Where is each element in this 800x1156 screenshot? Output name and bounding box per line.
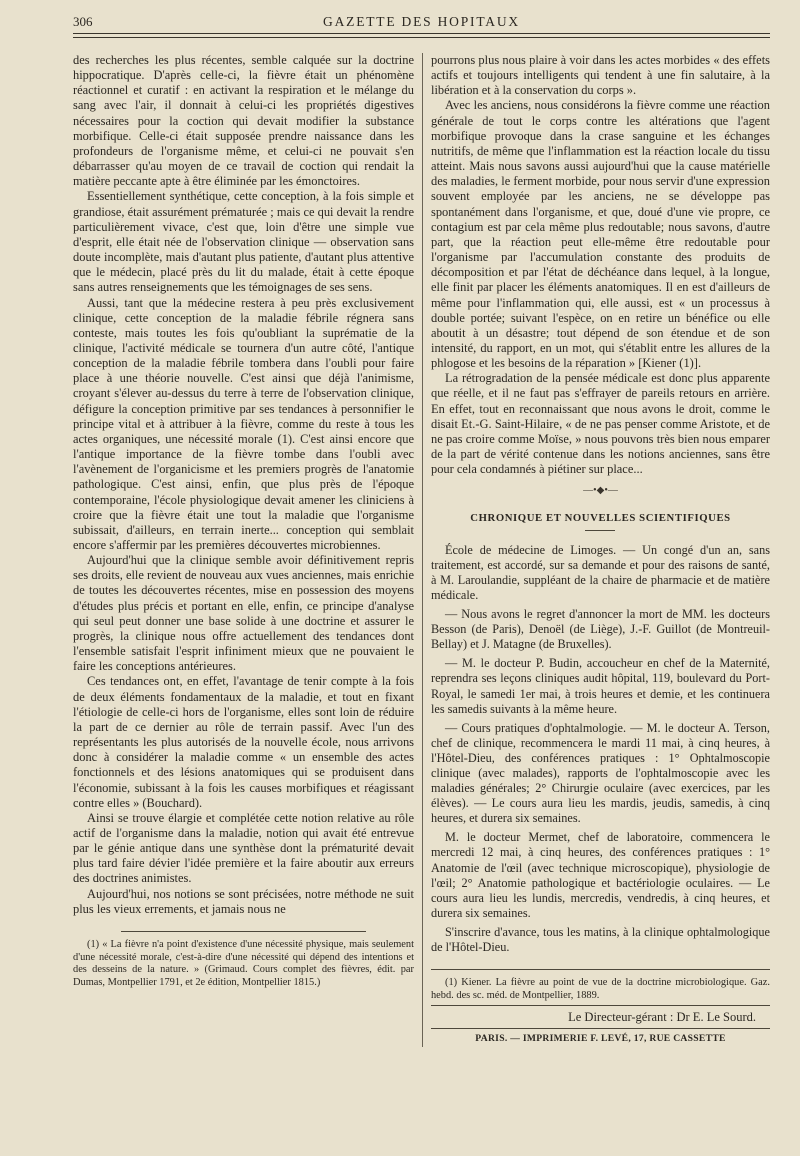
left-column bbox=[73, 53, 414, 1047]
footnote-rule bbox=[431, 969, 770, 970]
news-item: École de médecine de Limoges. — Un congé d'un an, sans traitement, est accordé, sur sa demande et pour des raisons de santé, à M. Laroulandie, suppléant de la chaire de pharmacie et de matière médicale. bbox=[430, 542, 770, 602]
footnote: (1) « La fièvre n'a point d'existence d'une nécessité physique, mais seulement d'une nécessité morale, c'est-à-dire d'une nécessité qui dépend des intentions et des desseins de la nature. » (Grimaud. Cours complet des fièvres, édit. par Dumas, Montpellier 1791, et 2e édition, Montpellier 1815.) bbox=[73, 938, 414, 988]
news-item: S'inscrire d'avance, tous les matins, à la clinique ophtalmologique de l'Hôtel-Dieu. bbox=[430, 924, 770, 955]
section-title: CHRONIQUE ET NOUVELLES SCIENTIFIQUES bbox=[470, 511, 731, 524]
paragraph: Essentiellement synthétique, cette conception, à la fois simple et grandiose, était assurément prématurée ; mais ce qui devait la rendre particulièrement vivace, c'est que, loin d'être une simple vue d'esprit, elle était née de l'observation clinique — observation sans doute incomplète, mais d'autant plus patiente, d'autant plus attentive que le médecin, placé près du lit du malade, était à cette époque sans autres renseignements que les témoignages de ses sens. bbox=[73, 189, 414, 295]
paragraph: des recherches les plus récentes, semble calquée sur la doctrine hippocratique. D'après celle-ci, la fièvre était un phénomène réactionnel et curatif : en activant la respiration et le mélange du sang avec l'air, il donnait à celui-ci les propriétés digestives nécessaires pour la coction qui devait modifier la substance morbifique. Celle-ci était supposée prendre naissance dans les profondeurs de l'organisme même, et celui-ci ne pouvait s'en débarrasser qu'au moyen de ce travail de coction qui rendait la matière peccante apte à être éliminée par les émonctoires. bbox=[73, 53, 414, 189]
paragraph: Avec les anciens, nous considérons la fièvre comme une réaction générale de tout le corps contre les altérations que l'agent morbifique provoque dans la crase sanguine et les échanges nutritifs, de même que l'inflammation est la réaction locale du tissu atteint. Mais nous savons aussi aujourd'hui que la cause matérielle des maladies, le ferment morbide, pour nous servir d'une expression souvent employée par les anciens, ne se développe pas spontanément dans l'organisme, et que, doué d'une vie propre, ce contagium est par cela même plus redoutable; nous savons, d'autre part, que la réaction peut elle-même être redoutable pour l'organisme par l'accumulation constante des produits de décomposition et par l'état de déchéance dans lequel, à la longue, elle finit par placer les éléments anatomiques. Il en est d'ailleurs de même pour l'inflammation qui, elle aussi, est « un processus à double portée; suivant l'espèce, on en retire un bénéfice ou elle aboutit à un désastre; tout dépend de son étendue et de son intensité, du rapport, en un mot, qui s'établit entre les allures de la phlogose et les besoins de la réparation » [Kiener (1)]. bbox=[430, 98, 770, 371]
right-column bbox=[431, 53, 770, 1047]
page-header bbox=[73, 0, 770, 36]
footnote: (1) Kiener. La fièvre au point de vue de la doctrine microbiologique. Gaz. hebd. des sc. méd. de Montpellier, 1889. bbox=[430, 977, 770, 1001]
paragraph: Ces tendances ont, en effet, l'avantage de tenir compte à la fois de deux éléments fondamentaux de la maladie, et tout en fixant l'étiologie de celle-ci hors de l'organisme, elles sont loin de réduire la part de ce dernier au rôle de terrain passif. Avec l'un des représentants les plus autorisés de la nouvelle école, nous arrivons donc à considérer la maladie comme « un ensemble des actes fonctionnels et des lésions anatomiques qui se produisent dans l'économie, subissant à la fois les causes morbifiques et réagissant contre elles » (Bouchard). bbox=[73, 674, 414, 810]
imprint-rule bbox=[431, 1028, 770, 1029]
column-divider bbox=[422, 53, 423, 1047]
journal-title: GAZETTE DES HOPITAUX bbox=[323, 14, 520, 29]
footnote-rule bbox=[121, 931, 367, 932]
imprint: PARIS. — IMPRIMERIE F. LEVÉ, 17, RUE CASSETTE bbox=[475, 1033, 726, 1045]
paragraph: pourrons plus nous plaire à voir dans les actes morbides « des effets actifs et toujours intelligents qui tendent à une fin salutaire, à la libération et à la conservation du corps ». bbox=[430, 53, 770, 98]
signature: Le Directeur-gérant : Dr E. Le Sourd. bbox=[568, 1010, 756, 1025]
news-item: — Cours pratiques d'ophtalmologie. — M. le docteur A. Terson, chef de clinique, recommencera le mardi 11 mai, à cinq heures, à l'Hôtel-Dieu, des conférences pratiques : 1° Ophtalmoscopie clinique (avec malades), rapports de l'ophtalmoscopie avec les maladies générales; 2° Chirurgie oculaire (avec exercices, par les élèves). — Le cours aura lieu les mardis, jeudis, samedis, à cinq heures, et durera six semaines. bbox=[430, 720, 770, 826]
news-item: M. le docteur Mermet, chef de laboratoire, commencera le mercredi 12 mai, à cinq heures, des conférences pratiques : 1° Anatomie de l'œil (avec technique microscopique), physiologie de l'œil; 2° Anatomie pathologique et bactériologie oculaires. — Le cours aura lieu les lundis, mercredis, vendredis, à cinq heures, et durera six semaines. bbox=[430, 830, 770, 920]
paragraph: Aussi, tant que la médecine restera à peu près exclusivement clinique, cette conception de la maladie fébrile régnera sans conteste, mais toutes les fois qu'oubliant la suprématie de la clinique, l'activité médicale se tournera d'un autre côté, l'antique conception de la maladie fébrile tombera dans l'oubli pour faire place à une théorie nouvelle. C'est ainsi que déjà l'animisme, croyant s'élever au-dessus du terre à terre de l'observation clinique, défigure la conception primitive par ses tendances à personnifier le principe vital et à attribuer à la fièvre, comme du reste à tous les actes organiques, une nécessité morale (1). C'est ainsi encore que l'antique importance de la fièvre tombe dans l'oubli avec l'avènement de l'organicisme et les premiers progrès de l'anatomie pathologique. C'est ainsi, enfin, que plus près de l'époque contemporaine, l'école physiologique devait amener les cliniciens à croire que la fièvre était une tout la maladie que l'organisme subissait, d'ailleurs, en terrain inerte... conception qui semblait encore s'affermir par les premières découvertes microbiennes. bbox=[73, 295, 414, 552]
ornament-separator: —•◆•— bbox=[583, 485, 618, 497]
paragraph: La rétrogradation de la pensée médicale est donc plus apparente que réelle, et il ne faut pas s'effrayer de pareils retours en arrière. En effet, tout en reconnaissant que nous avons le droit, comme le disait Et.-G. Saint-Hilaire, « de ne pas penser comme Aristote, et de ne pas croire comme Moïse, » nous pouvons très bien nous emparer de la part de vérité contenue dans les notions anciennes, sans être pour cela condamnés à piétiner sur place... bbox=[430, 371, 770, 477]
paragraph: Aujourd'hui, nos notions se sont précisées, notre méthode ne suit plus les vieux errements, et jamais nous ne bbox=[73, 886, 414, 916]
news-item: — Nous avons le regret d'annoncer la mort de MM. les docteurs Besson (de Paris), Denoël (de Liège), J.-F. Guillot (de Montreuil-Bellay) et J. Matagne (de Bruxelles). bbox=[430, 607, 770, 652]
columns bbox=[73, 53, 770, 1047]
news-list bbox=[431, 543, 770, 955]
news-item: — M. le docteur P. Budin, accoucheur en chef de la Maternité, reprendra ses leçons cliniques audit hôpital, 119, boulevard du Port-Royal, le samedi 1er mai, à trois heures et demie, et les continuera les samedis suivants à la même heure. bbox=[430, 656, 770, 716]
paragraph: Ainsi se trouve élargie et complétée cette notion relative au rôle actif de l'organisme dans la maladie, notion qui avait été entrevue par le génie antique dans une synthèse dont la prématurité devait plus tard faire dévier l'idée première et la faire aboutir aux erreurs des doctrines animistes. bbox=[73, 810, 414, 886]
paragraph: Aujourd'hui que la clinique semble avoir définitivement repris ses droits, elle revient de nouveau aux vues anciennes, mais enrichie de toutes les découvertes récentes, mise en possession des moyens d'études plus précis et portant en elle, enfin, ce principe d'analyse qui seul peut donner une base solide à une doctrine et assurer le progrès, la clinique nous offre actuellement des tendances dont l'ensemble satisfait l'esprit infiniment mieux que ne pouvaient le faire les conceptions antérieures. bbox=[73, 553, 414, 674]
page-number: 306 bbox=[73, 14, 93, 29]
header-rule bbox=[73, 33, 770, 38]
signature-rule bbox=[431, 1005, 770, 1006]
section-rule bbox=[585, 530, 615, 531]
